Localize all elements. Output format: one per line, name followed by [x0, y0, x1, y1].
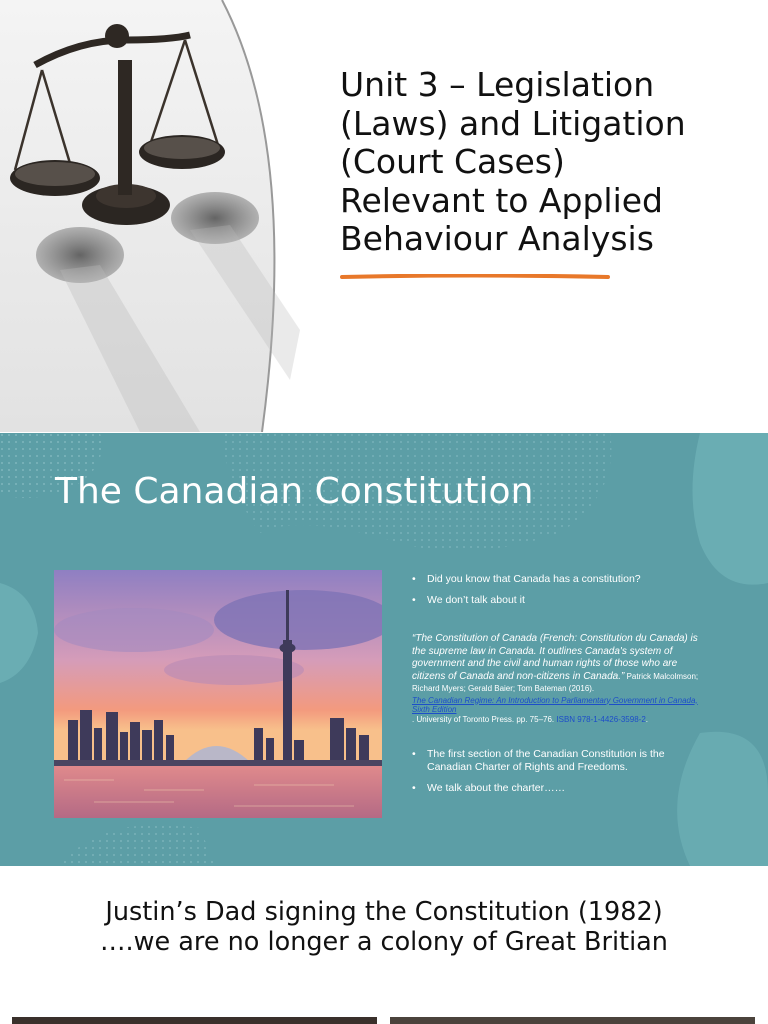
slide-title: [340, 66, 750, 259]
constitution-quote: [412, 633, 712, 726]
slide-heading: The Canadian Constitution: [55, 471, 534, 512]
citation-publisher: . University of Toronto Press. pp. 75–76.: [412, 714, 555, 724]
citation-end: .: [645, 714, 649, 724]
slide-body: [412, 573, 712, 803]
toronto-skyline-icon: [54, 570, 382, 818]
caption-line: Justin’s Dad signing the Constitution (1982): [105, 897, 663, 927]
title-line: (Laws) and Litigation: [340, 103, 686, 143]
photo-left: [12, 1017, 377, 1024]
caption-line: ….we are no longer a colony of Great Britian: [100, 927, 668, 957]
citation-authors: Patrick Malcolmson; Richard Myers; Gerald Baier; Tom Bateman (2016).: [412, 671, 699, 693]
scales-of-justice-icon: [0, 0, 300, 432]
photo-right: [390, 1017, 755, 1024]
title-line: (Court Cases): [340, 142, 565, 181]
bullet-item: • We talk about the charter……: [412, 782, 712, 795]
bullet-item: • The first section of the Canadian Constitution is the Canadian Charter of Rights and Freedoms.: [412, 748, 712, 774]
title-underline: [340, 274, 610, 280]
quote-text: “The Constitution of Canada (French: Constitution du Canada) is the supreme law in Canada. It outlines Canada's system of government and the civil and human rights of those who are citizens of Canada and non-citizens in Canada.”: [412, 633, 698, 682]
constitution-slide: [0, 433, 768, 866]
citation-link[interactable]: The Canadian Regime: An Introduction to Parliamentary Government in Canada, Sixth Edition: [412, 695, 698, 714]
title-line: Behaviour Analysis: [340, 219, 654, 258]
slide-caption: [0, 897, 768, 957]
bullet-item: • Did you know that Canada has a constitution?: [412, 573, 712, 586]
title-slide: [0, 0, 768, 432]
bullet-item: • We don’t talk about it: [412, 594, 712, 607]
title-line: Unit 3 – Legislation: [340, 65, 655, 104]
isbn-link[interactable]: ISBN 978-1-4426-3598-2: [554, 714, 646, 724]
title-line: Relevant to Applied: [340, 180, 663, 220]
signing-slide: [0, 867, 768, 1024]
